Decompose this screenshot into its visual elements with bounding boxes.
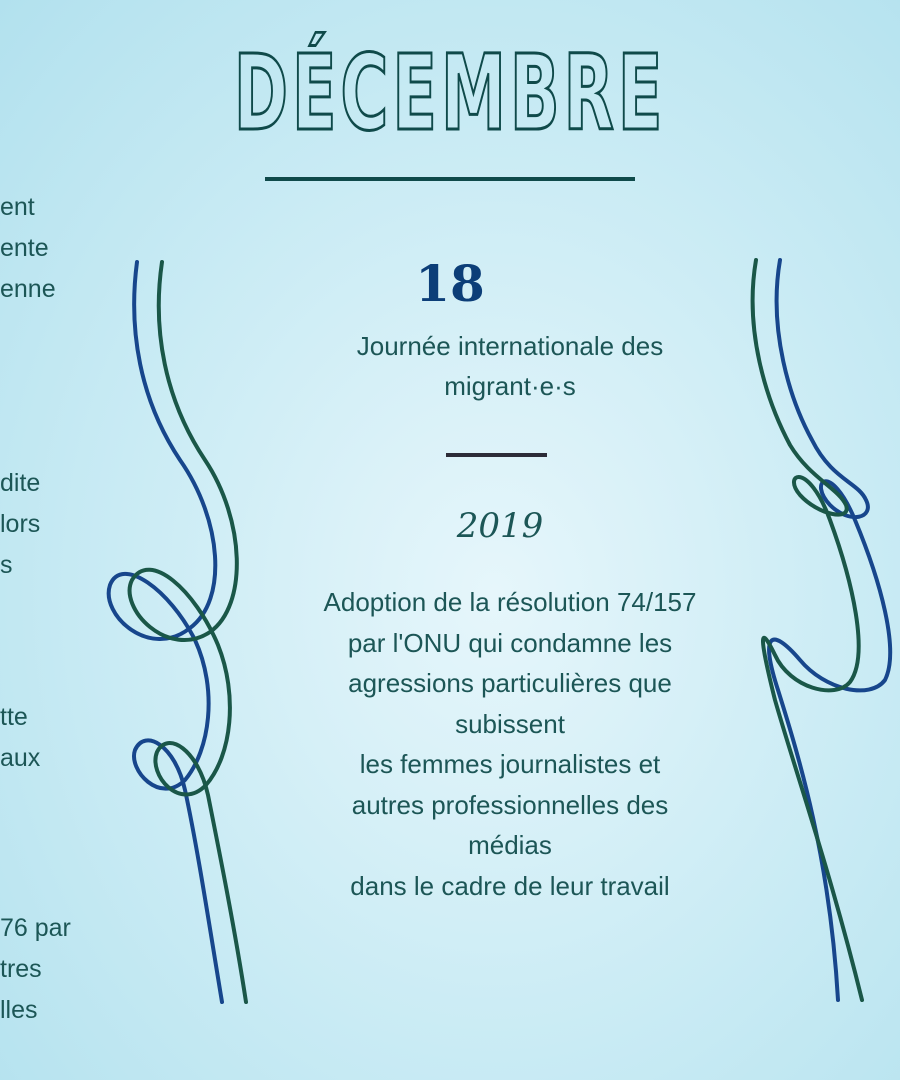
event-day-number: 18 <box>415 254 485 313</box>
left-fragment-line: tres <box>0 955 42 983</box>
description-line: Adoption de la résolution 74/157 <box>323 587 697 617</box>
event-title-line: Journée internationale des <box>356 331 664 361</box>
description-line: autres professionnelles des <box>351 789 669 820</box>
left-text-fragment-3 <box>0 697 120 779</box>
left-fragment-line: enne <box>0 275 56 303</box>
left-fragment-line: lles <box>0 996 38 1024</box>
left-fragment-line: lors <box>0 510 41 538</box>
right-ribbon-green-strand <box>753 260 862 1000</box>
description-line: agressions particulières que <box>348 668 672 698</box>
description-line: dans le cadre de leur travail <box>350 870 670 901</box>
left-fragment-line: s <box>0 551 13 579</box>
left-text-fragment-4 <box>0 908 120 1031</box>
left-ribbon-blue-strand <box>109 262 222 1002</box>
section-divider <box>446 453 547 457</box>
left-fragment-line: ent <box>0 193 35 221</box>
description-line: par l'ONU qui condamne les <box>347 627 673 658</box>
event-description <box>280 582 740 906</box>
left-text-fragment-2 <box>0 463 120 586</box>
title-divider <box>265 177 635 181</box>
left-ribbon-green-strand <box>130 262 246 1002</box>
event-year: 2019 <box>456 506 544 546</box>
event-title <box>280 326 740 406</box>
left-fragment-line: ente <box>0 234 49 262</box>
description-line: les femmes journalistes et <box>359 749 661 779</box>
left-fragment-line: tte <box>0 703 28 731</box>
left-fragment-line: 76 par <box>0 914 71 942</box>
event-title-line: migrant·e·s <box>444 371 576 401</box>
page-title: DÉCEMBRE <box>233 32 667 154</box>
right-ribbon-blue-strand <box>769 260 890 1000</box>
description-line: subissent <box>455 708 565 739</box>
left-fragment-line: dite <box>0 469 41 497</box>
left-fragment-line: aux <box>0 744 41 772</box>
description-line: médias <box>468 830 552 860</box>
